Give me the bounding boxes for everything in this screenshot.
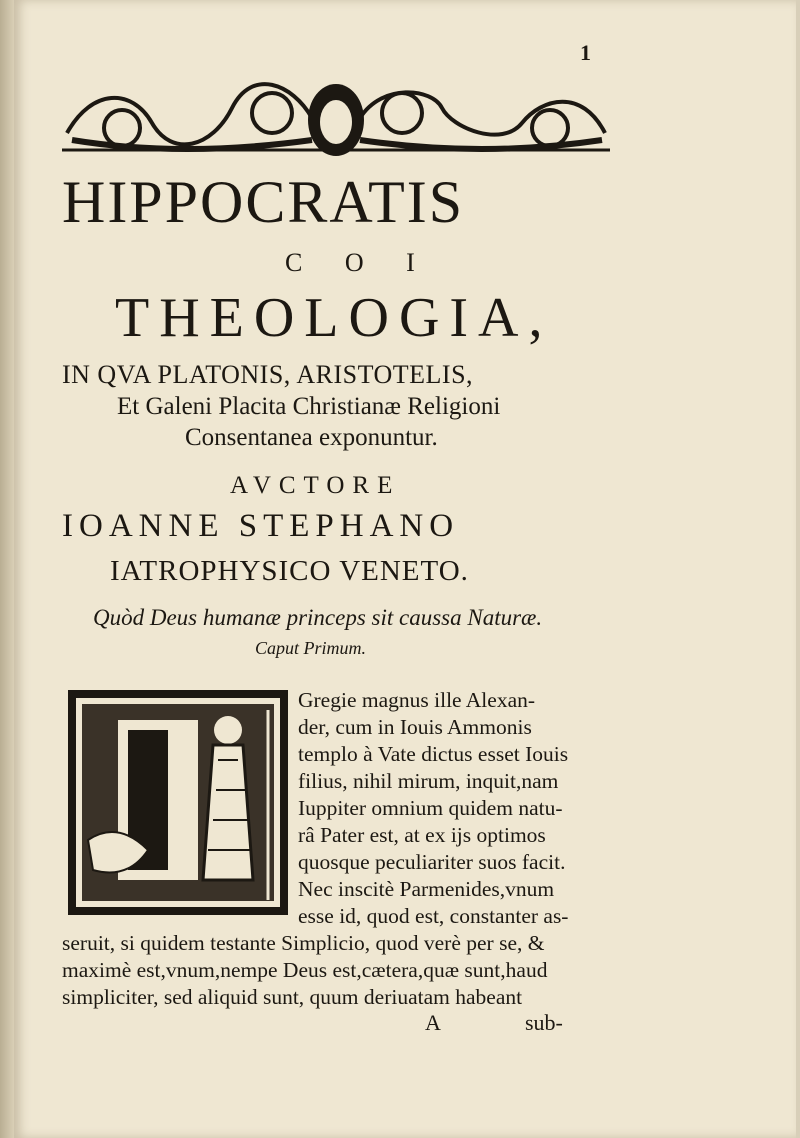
body-line: Gregie magnus ille Alexan- xyxy=(298,688,536,712)
signature-mark: A xyxy=(425,1010,441,1035)
ornamental-headpiece-image xyxy=(62,78,610,160)
body-line: Iuppiter omnium quidem natu- xyxy=(298,796,563,820)
body-line: maximè est,vnum,nempe Deus est,cætera,quæ sunt,haud xyxy=(62,958,548,982)
subtitle-consentanea: Consentanea exponuntur. xyxy=(185,424,438,451)
page-number: 1 xyxy=(580,40,591,65)
body-line: esse id, quod est, constanter as- xyxy=(298,904,569,928)
body-line: simpliciter, sed aliquid sunt, quum deriuatam habeant xyxy=(62,985,523,1009)
subtitle-in-qua: IN QVA PLATONIS, ARISTOTELIS, xyxy=(62,360,474,389)
body-line: templo à Vate dictus esset Iouis xyxy=(298,742,569,766)
body-line: seruit, si quidem testante Simplicio, quod verè per se, & xyxy=(62,931,545,955)
body-line: râ Pater est, at ex ijs optimos xyxy=(298,823,546,847)
title-hippocratis: HIPPOCRATIS xyxy=(62,169,465,235)
catchword: sub- xyxy=(525,1010,563,1035)
woodcut-initial-e-image xyxy=(68,690,288,915)
chapter-heading: Quòd Deus humanæ princeps sit caussa Naturæ. xyxy=(93,605,543,630)
body-line: Nec inscitè Parmenides,vnum xyxy=(298,877,555,901)
auctore-label: AVCTORE xyxy=(230,472,401,499)
chapter-caput: Caput Primum. xyxy=(255,638,367,658)
subtitle-galeni: Et Galeni Placita Christianæ Religioni xyxy=(117,393,501,420)
title-coi: C O I xyxy=(285,248,433,277)
body-line: quosque peculiariter suos facit. xyxy=(298,850,566,874)
author-title: IATROPHYSICO VENETO. xyxy=(110,555,469,587)
body-line: der, cum in Iouis Ammonis xyxy=(298,715,532,739)
body-line: filius, nihil mirum, inquit,nam xyxy=(298,769,559,793)
title-theologia: THEOLOGIA, xyxy=(115,287,553,349)
author-name: IOANNE STEPHANO xyxy=(62,508,460,544)
book-spine-shadow xyxy=(0,0,14,1138)
